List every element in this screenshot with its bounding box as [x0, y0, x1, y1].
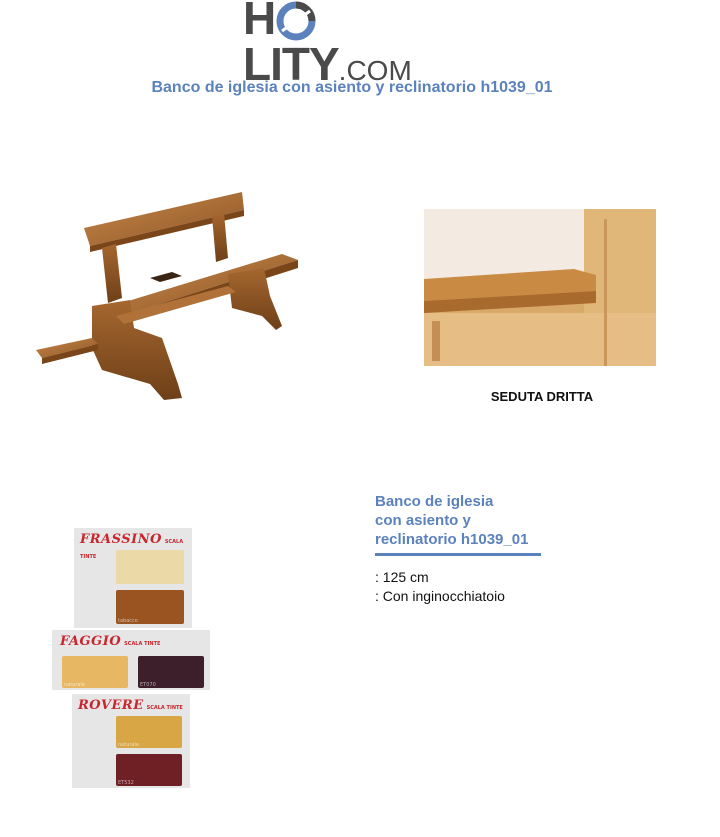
- swatch-card-frassino: [74, 528, 192, 628]
- product-name: Banco de iglesia con asiento y reclinatorio h1039_01: [375, 493, 529, 548]
- logo-com: .COM: [338, 55, 412, 87]
- logo-letter-h: H: [243, 0, 276, 44]
- church-bench-image: [32, 188, 302, 406]
- swatch-code: ET532: [118, 780, 134, 786]
- page-title: Banco de iglesia con asiento y reclinatorio h1039_01: [151, 79, 553, 96]
- logo-letters: LITY: [243, 38, 339, 91]
- seat-caption: SEDUTA DRITTA: [490, 389, 594, 404]
- swatch-code: naturale: [64, 682, 85, 688]
- holity-logo: [243, 0, 483, 91]
- swatch-frassino-naturale: [116, 550, 184, 584]
- spec-length: : 125 cm: [375, 569, 429, 585]
- swatch-card-faggio: [52, 630, 210, 690]
- swatch-code: tabacco: [118, 618, 138, 624]
- product-divider: [375, 553, 541, 556]
- swatch-card-rovere: [72, 694, 190, 788]
- spec-kneeler: : Con inginocchiatoio: [375, 588, 505, 604]
- product-specs: [375, 568, 575, 606]
- swatch-card-title: ROVERE SCALA TINTE: [78, 698, 183, 713]
- logo-text: [243, 0, 483, 91]
- product-info: [375, 492, 575, 606]
- swatch-code: ET070: [140, 682, 156, 688]
- logo-o-icon: [276, 1, 316, 41]
- swatch-code: naturale: [118, 742, 139, 748]
- swatch-card-title: FRASSINO SCALA TINTE: [80, 532, 184, 560]
- swatch-card-title: FAGGIO SCALA TINTE: [60, 634, 161, 649]
- seat-detail-photo: [424, 209, 656, 366]
